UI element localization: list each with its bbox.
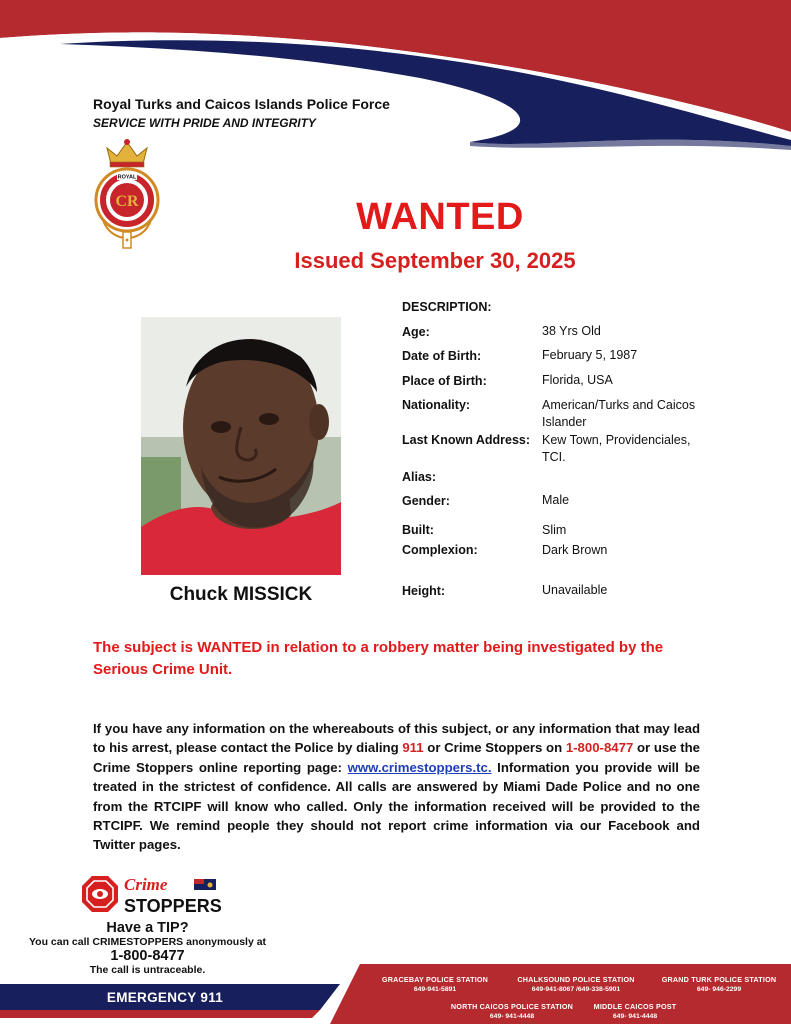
pob-label: Place of Birth: bbox=[402, 374, 487, 388]
untraceable-note: The call is untraceable. bbox=[89, 964, 206, 976]
crimestoppers-link[interactable]: www.crimestoppers.tc. bbox=[347, 759, 492, 775]
station-name: CHALKSOUND POLICE STATION bbox=[517, 975, 635, 984]
address-value: Kew Town, Providenciales, TCI. bbox=[542, 433, 691, 464]
station-phone: 649- 941-4448 bbox=[489, 1013, 535, 1020]
crimestoppers-phone: 1-800-8477 bbox=[110, 948, 185, 964]
station-name: NORTH CAICOS POLICE STATION bbox=[450, 1002, 574, 1011]
station-phone: 649-941-8067 /649-338-5901 bbox=[531, 986, 621, 993]
height-value: Unavailable bbox=[542, 583, 608, 597]
org-name: Royal Turks and Caicos Islands Police Force bbox=[93, 96, 390, 112]
logo-stoppers-text: STOPPERS bbox=[124, 896, 222, 916]
police-crest-logo bbox=[93, 134, 161, 252]
svg-text:ROYAL: ROYAL bbox=[117, 174, 137, 181]
station-phone: 649- 941-4448 bbox=[612, 1013, 658, 1020]
org-header bbox=[93, 96, 390, 130]
issued-date: Issued September 30, 2025 bbox=[294, 248, 576, 273]
built-value: Slim bbox=[542, 523, 567, 537]
crimestoppers-number: 1-800-8477 bbox=[565, 740, 634, 756]
station-chalksound bbox=[505, 975, 647, 993]
info-text-2: or Crime Stoppers on bbox=[423, 740, 566, 756]
subject-photo bbox=[141, 317, 341, 575]
gender-label: Gender: bbox=[402, 494, 450, 508]
info-text-1: If you have any information on the whereabouts of this subject, or any information that may lead to his arrest, please contact the Police by dialing bbox=[93, 721, 700, 756]
alias-label: Alias: bbox=[402, 470, 437, 484]
station-name: MIDDLE CAICOS POST bbox=[593, 1002, 677, 1011]
info-paragraph bbox=[93, 719, 700, 855]
station-phone: 649-941-5891 bbox=[413, 986, 457, 993]
station-north-caicos bbox=[438, 1002, 586, 1020]
call-anonymously: You can call CRIMESTOPPERS anonymously at bbox=[28, 936, 267, 948]
pob-value: Florida, USA bbox=[542, 373, 613, 387]
emergency-911: EMERGENCY 911 bbox=[106, 990, 224, 1005]
built-label: Built: bbox=[402, 523, 434, 537]
logo-crime-text: Crime bbox=[124, 875, 168, 894]
station-name: GRAND TURK POLICE STATION bbox=[661, 975, 777, 984]
info-text-4: Information you provide will be treated in the strictest of confidence. All calls are answered by Miami Dade Police and no one from the RTCIPF will know who called. Only the information received will be provided to the RTCIPF. We remind people they should not report crime information via our Facebook and Twitter pages. bbox=[93, 759, 700, 853]
subject-name: Chuck MISSICK bbox=[169, 584, 313, 605]
dob-value: February 5, 1987 bbox=[542, 348, 638, 362]
station-middle-caicos bbox=[585, 1002, 685, 1020]
station-gracebay bbox=[370, 975, 500, 993]
crimestoppers-logo bbox=[80, 872, 240, 918]
nationality-label: Nationality: bbox=[402, 398, 471, 412]
emergency-number: 911 bbox=[402, 740, 424, 756]
address-label: Last Known Address: bbox=[402, 433, 531, 447]
gender-value: Male bbox=[542, 493, 570, 507]
have-a-tip: Have a TIP? bbox=[106, 920, 189, 936]
org-motto: SERVICE WITH PRIDE AND INTEGRITY bbox=[93, 116, 316, 130]
height-label: Height: bbox=[402, 584, 446, 598]
info-text-3: or use the Crime Stoppers online reporting page: bbox=[93, 740, 701, 775]
age-value: 38 Yrs Old bbox=[542, 324, 601, 338]
station-name: GRACEBAY POLICE STATION bbox=[381, 975, 489, 984]
complexion-label: Complexion: bbox=[402, 543, 478, 557]
svg-text:CR: CR bbox=[115, 193, 139, 210]
wanted-statement: The subject is WANTED in relation to a robbery matter being investigated by the Serious Crime Unit. bbox=[93, 639, 664, 678]
age-label: Age: bbox=[402, 325, 430, 339]
wanted-title: WANTED bbox=[356, 196, 524, 238]
station-grand-turk bbox=[652, 975, 786, 993]
nationality-value: American/Turks and Caicos Islander bbox=[542, 398, 696, 429]
description-heading: DESCRIPTION: bbox=[402, 300, 492, 314]
station-phone: 649- 946-2299 bbox=[696, 986, 742, 993]
dob-label: Date of Birth: bbox=[402, 349, 482, 363]
complexion-value: Dark Brown bbox=[542, 543, 608, 557]
